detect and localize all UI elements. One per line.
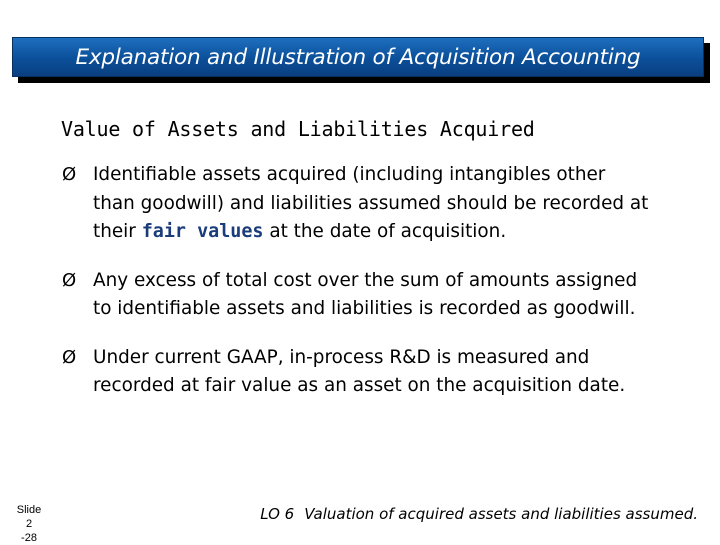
bullet-list <box>62 161 702 421</box>
page-title: Explanation and Illustration of Acquisition Accounting <box>75 44 641 70</box>
bullet-item-goodwill <box>62 267 702 324</box>
slide-number-value: -28 <box>21 532 37 544</box>
section-heading: Value of Assets and Liabilities Acquired <box>61 117 535 141</box>
bullet-line: Any excess of total cost over the sum of amounts assigned <box>93 269 638 291</box>
bullet-text-prefix: their <box>93 221 142 242</box>
arrow-bullet-icon: Ø <box>62 346 77 368</box>
bullet-line: to identifiable assets and liabilities is recorded as goodwill. <box>93 298 636 319</box>
bullet-item-in-process-rd <box>62 344 702 401</box>
arrow-bullet-icon: Ø <box>62 269 77 291</box>
bullet-line: recorded at fair value as an asset on the acquisition date. <box>93 375 626 396</box>
title-bar <box>12 37 704 77</box>
slide-number <box>14 503 44 545</box>
bullet-line <box>93 218 702 247</box>
slide-number-label: Slide 2 <box>16 504 42 530</box>
fair-values-highlight: fair values <box>141 221 264 242</box>
bullet-line: than goodwill) and liabilities assumed should be recorded at <box>93 192 649 214</box>
learning-objective-text: Valuation of acquired assets and liabilities assumed. <box>304 505 698 523</box>
arrow-bullet-icon: Ø <box>62 164 77 185</box>
footer-learning-objective <box>260 505 698 523</box>
learning-objective-number: LO 6 <box>260 505 295 523</box>
bullet-line: Identifiable assets acquired (including intangibles other <box>93 164 606 185</box>
bullet-line: Under current GAAP, in-process R&D is measured and <box>93 346 590 368</box>
bullet-text-suffix: at the date of acquisition. <box>263 221 507 242</box>
bullet-item-fair-values <box>62 161 702 247</box>
